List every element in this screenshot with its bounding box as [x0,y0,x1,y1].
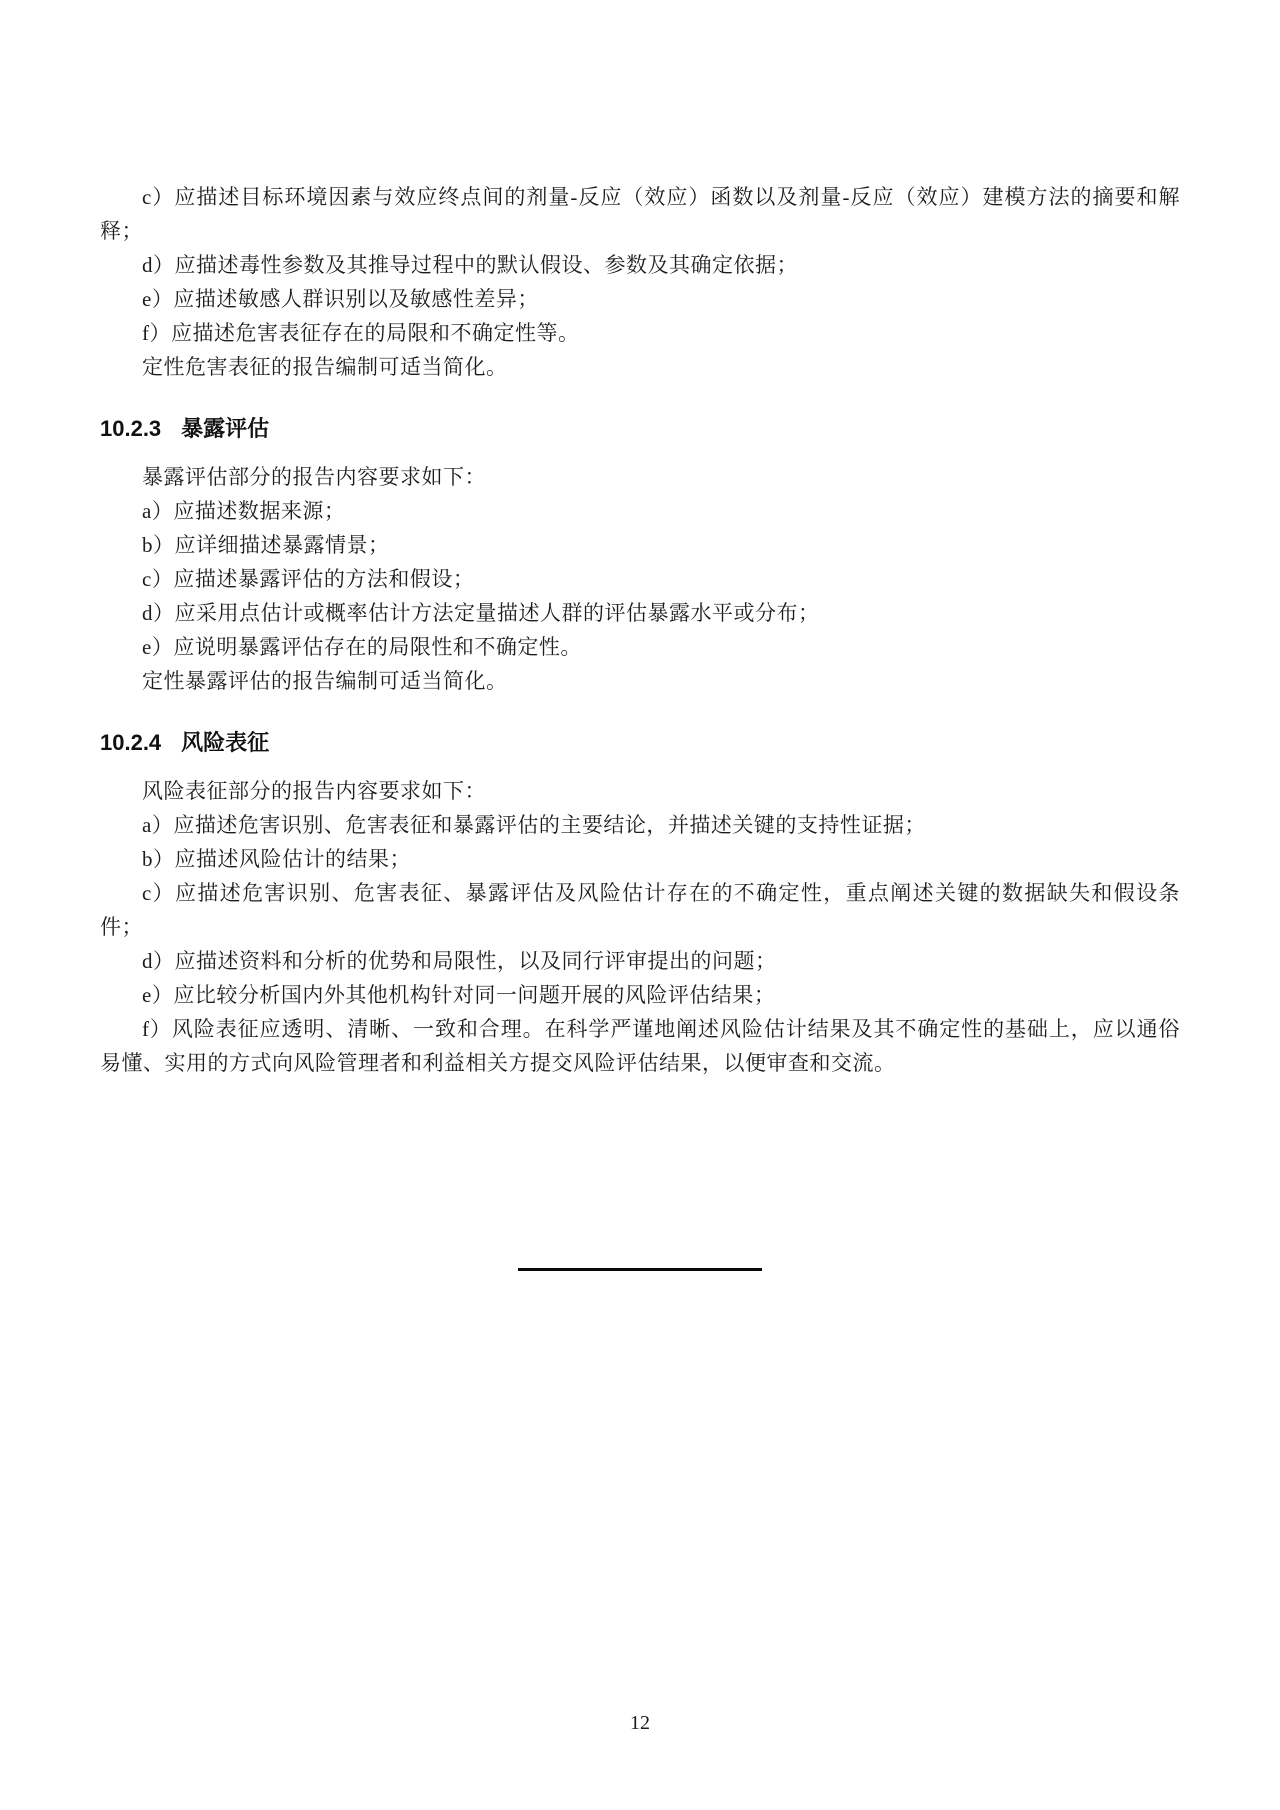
section-number: 10.2.3 [100,416,162,441]
section-intro: 风险表征部分的报告内容要求如下： [142,779,486,803]
section-note: 定性暴露评估的报告编制可适当简化。 [142,669,508,693]
list-item-e: e）应比较分析国内外其他机构针对同一问题开展的风险评估结果； [142,983,776,1007]
list-item-e: e）应描述敏感人群识别以及敏感性差异； [142,287,539,311]
section-intro: 暴露评估部分的报告内容要求如下： [142,465,486,489]
list-item-d: d）应描述资料和分析的优势和局限性，以及同行评审提出的问题； [142,949,777,973]
section-title: 暴露评估 [181,416,270,441]
section-hazard-characterization-continued [100,180,1180,384]
list-item-b: b）应描述风险估计的结果； [142,847,411,871]
list-item-f: f）风险表征应透明、清晰、一致和合理。在科学严谨地阐述风险估计结果及其不确定性的基础上，应以通俗易懂、实用的方式向风险管理者和利益相关方提交风险评估结果，以便审查和交流。 [100,1017,1180,1075]
end-of-text-divider [518,1268,762,1271]
section-note: 定性危害表征的报告编制可适当简化。 [142,355,508,379]
list-item-b: b）应详细描述暴露情景； [142,533,390,557]
section-heading [100,414,1180,444]
section-number: 10.2.4 [100,730,162,755]
list-item-d: d）应采用点估计或概率估计方法定量描述人群的评估暴露水平或分布； [142,601,820,625]
list-item-c: c）应描述危害识别、危害表征、暴露评估及风险估计存在的不确定性，重点阐述关键的数据缺失和假设条件； [100,881,1180,939]
list-item-e: e）应说明暴露评估存在的局限性和不确定性。 [142,635,582,659]
list-item-d: d）应描述毒性参数及其推导过程中的默认假设、参数及其确定依据； [142,253,798,277]
page-content [100,180,1180,1271]
list-item-c: c）应描述目标环境因素与效应终点间的剂量-反应（效应）函数以及剂量-反应（效应）建模方法的摘要和解释； [100,185,1180,243]
list-item-c: c）应描述暴露评估的方法和假设； [142,567,475,591]
section-risk-characterization [100,728,1180,1080]
list-item-a: a）应描述数据来源； [142,499,346,523]
list-item-f: f）应描述危害表征存在的局限和不确定性等。 [142,321,580,345]
page-number: 12 [630,1712,650,1734]
section-exposure-assessment [100,414,1180,698]
list-item-a: a）应描述危害识别、危害表征和暴露评估的主要结论，并描述关键的支持性证据； [142,813,926,837]
page-footer [0,1712,1280,1735]
section-heading [100,728,1180,758]
section-title: 风险表征 [181,730,270,755]
